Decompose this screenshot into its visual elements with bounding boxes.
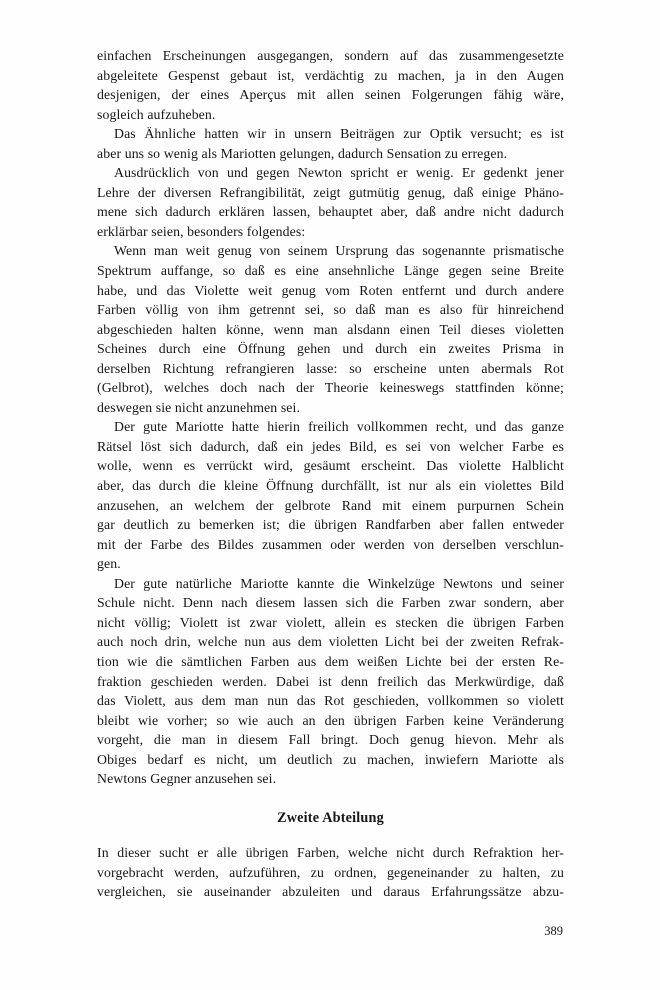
text-line: In dieser sucht er alle übrigen Farben, welche nicht durch Refraktion her- <box>97 845 564 861</box>
text-line: (Gelbrot), welches doch nach der Theorie keineswegs stattfinden könne; <box>97 380 564 396</box>
text-line: das Violett, aus dem man nun das Rot geschieden, vollkommen so violett <box>97 693 564 709</box>
paragraph <box>97 46 564 124</box>
text-line: Rätsel löst sich dadurch, daß ein jedes Bild, es sei von welcher Farbe es <box>97 438 564 454</box>
text-line: deswegen sie nicht anzunehmen sei. <box>97 399 301 415</box>
text-line: aber uns so wenig als Mariotten gelungen, dadurch Sensation zu erregen. <box>97 145 508 161</box>
text-line: Der gute Mariotte hatte hierin freilich vollkommen recht, und das ganze <box>114 419 564 435</box>
text-line: erklärbar seien, besonders folgendes: <box>97 223 306 239</box>
section-heading: Zweite Abteilung <box>277 809 384 826</box>
text-line: vergleichen, sie auseinander abzuleiten und daraus Erfahrungssätze abzu- <box>97 884 564 900</box>
text-line: Schule nicht. Denn nach diesem lassen sich die Farben zwar sondern, aber <box>97 595 564 611</box>
text-line: Lehre der diversen Refrangibilität, zeigt gutmütig genug, daß einige Phäno- <box>97 184 564 200</box>
paragraph <box>97 241 564 417</box>
text-line: desjenigen, der eines Aperçus mit allen seinen Folgerungen fähig wäre, <box>97 87 564 103</box>
text-line: vorgebracht werden, aufzuführen, zu ordnen, gegeneinander zu halten, zu <box>97 864 564 880</box>
text-line: Spektrum auffange, so daß es eine ansehnliche Länge gegen seine Breite <box>97 263 564 279</box>
text-line: sogleich aufzuheben. <box>97 106 216 122</box>
text-line: Farben völlig von ihm getrennt sei, so daß man es also für hinreichend <box>97 302 564 318</box>
text-line: mit der Farbe des Bildes zusammen oder werden von derselben verschlun- <box>97 536 564 552</box>
text-line: aber, das durch die kleine Öffnung durchfällt, ist nur als ein violettes Bild <box>97 478 564 494</box>
text-line: habe, und das Violette weit genug vom Roten entfernt und durch andere <box>97 282 564 298</box>
text-line: auch noch drin, welche nun aus dem violetten Licht bei der zweiten Refrak- <box>97 634 564 650</box>
paragraph <box>97 843 564 902</box>
text-line: fraktion geschieden werden. Dabei ist denn freilich das Merkwürdige, daß <box>97 673 564 689</box>
text-line: abgeleitete Gespenst gebaut ist, verdächtig zu machen, ja in den Augen <box>97 67 564 83</box>
paragraph <box>97 163 564 241</box>
paragraph <box>97 574 564 789</box>
text-line: einfachen Erscheinungen ausgegangen, sondern auf das zusammengesetzte <box>97 48 564 63</box>
page-number: 389 <box>544 924 563 938</box>
text-line: Newtons Gegner anzusehen sei. <box>97 771 277 787</box>
paragraph <box>97 417 564 573</box>
text-line: Wenn man weit genug von seinem Ursprung das sogenannte prismatische <box>114 243 564 259</box>
text-line: anzusehen, an welchem der gelbrote Rand mit einem purpurnen Schein <box>97 497 564 513</box>
text-line: Das Ähnliche hatten wir in unsern Beiträgen zur Optik versucht; es ist <box>114 126 564 142</box>
text-line: wolle, wenn es verrückt wird, gesäumt erscheint. Das violette Halblicht <box>97 458 564 474</box>
text-block <box>97 46 564 902</box>
text-line: gen. <box>97 556 121 572</box>
text-line: Scheines durch eine Öffnung gehen und durch ein zweites Prisma in <box>97 341 564 357</box>
text-line: bleibt wie vorher; so wie auch an den übrigen Farben keine Veränderung <box>97 712 564 728</box>
text-line: tion wie die sämtlichen Farben aus dem weißen Lichte bei der ersten Re- <box>97 653 564 669</box>
text-line: nicht völlig; Violett ist zwar violett, allein es stecken die übrigen Farben <box>97 614 564 630</box>
paragraph <box>97 124 564 163</box>
text-line: derselben Richtung refrangieren lasse: so erscheine unten abermals Rot <box>97 360 564 376</box>
text-line: gar deutlich zu bemerken ist; die übrigen Randfarben aber fallen entweder <box>97 517 564 533</box>
text-line: Ausdrücklich von und gegen Newton spricht er wenig. Er gedenkt jener <box>114 165 564 181</box>
text-line: vorgeht, die man in diesem Fall bringt. Doch genug hievon. Mehr als <box>97 732 564 748</box>
text-line: abgeschieden halten könne, wenn man alsdann einen Teil dieses violetten <box>97 321 564 337</box>
text-line: Der gute natürliche Mariotte kannte die Winkelzüge Newtons und seiner <box>114 575 564 591</box>
text-line: Obiges bedarf es nicht, um deutlich zu machen, inwiefern Mariotte als <box>97 751 564 767</box>
text-line: mene sich dadurch erklären lassen, behauptet aber, daß andre nicht dadurch <box>97 204 564 220</box>
